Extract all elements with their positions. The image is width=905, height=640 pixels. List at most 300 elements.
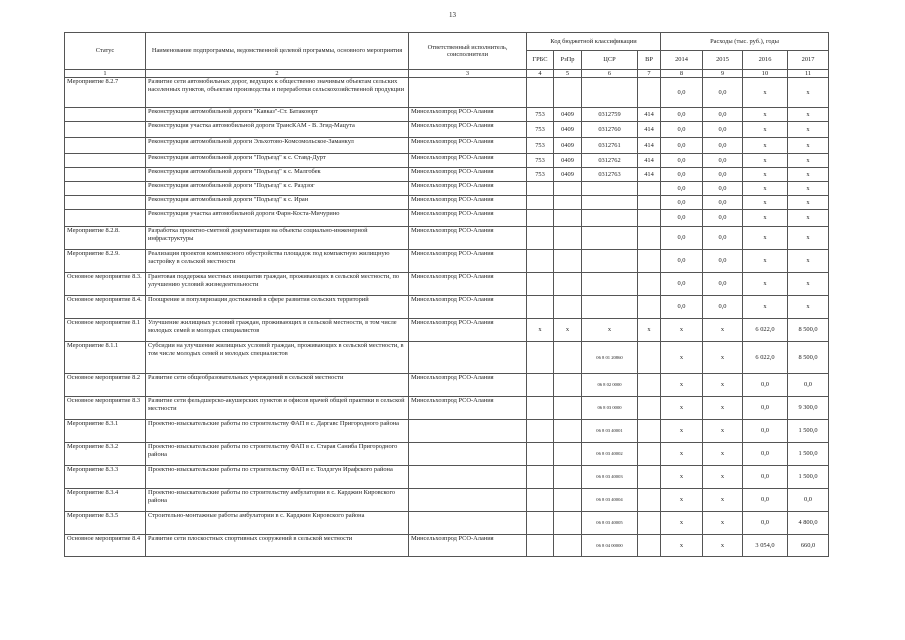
expense-2016-cell: 0,0 xyxy=(743,420,788,443)
name-cell: Реконструкция участка автомобильной дороги ТрансКАМ - В. Згид-Мацута xyxy=(146,122,409,138)
status-cell: Основное мероприятие 8.3 xyxy=(65,397,146,420)
name-cell: Строительно-монтажные работы амбулатории в с. Карджин Кировского района xyxy=(146,512,409,535)
csr-cell: 06 8 03 40002 xyxy=(582,443,638,466)
expense-2014-cell: х xyxy=(661,512,703,535)
csr-cell xyxy=(582,227,638,250)
vr-cell xyxy=(638,443,661,466)
executor-cell: Минсельхозпрод РСО-Алания xyxy=(409,535,527,557)
name-cell: Проектно-изыскательские работы по строительству амбулатории в с. Карджин Кировского района xyxy=(146,489,409,512)
csr-cell xyxy=(582,78,638,108)
executor-cell: Минсельхозпрод РСО-Алания xyxy=(409,227,527,250)
rzpr-cell xyxy=(554,489,582,512)
rzpr-cell xyxy=(554,196,582,210)
grbs-cell: 753 xyxy=(527,122,554,138)
executor-cell: Минсельхозпрод РСО-Алания xyxy=(409,374,527,397)
table-row xyxy=(65,319,829,342)
table-row xyxy=(65,182,829,196)
vr-cell xyxy=(638,196,661,210)
executor-cell xyxy=(409,342,527,374)
csr-cell: 0312761 xyxy=(582,138,638,154)
expense-2016-cell: х xyxy=(743,210,788,227)
name-cell: Субсидии на улучшение жилищных условий граждан, проживающих в сельской местности, в том числе молодых семей и молодых специалистов xyxy=(146,342,409,374)
expense-2014-cell: 0,0 xyxy=(661,138,703,154)
expense-2016-cell: х xyxy=(743,168,788,182)
executor-cell: Минсельхозпрод РСО-Алания xyxy=(409,250,527,273)
expense-2016-cell: х xyxy=(743,227,788,250)
executor-cell: Минсельхозпрод РСО-Алания xyxy=(409,319,527,342)
expense-2014-cell: 0,0 xyxy=(661,108,703,122)
expense-2017-cell: х xyxy=(788,78,829,108)
table-row xyxy=(65,535,829,557)
expense-2016-cell: х xyxy=(743,122,788,138)
expense-2014-cell: х xyxy=(661,443,703,466)
csr-cell: 06 8 02 0000 xyxy=(582,374,638,397)
expense-2014-cell: х xyxy=(661,489,703,512)
name-cell: Реализация проектов комплексного обустройства площадок под компактную жилищную застройку в сельской местности xyxy=(146,250,409,273)
rzpr-cell xyxy=(554,250,582,273)
grbs-cell xyxy=(527,250,554,273)
header-year: 2015 xyxy=(703,51,743,70)
rzpr-cell: 0409 xyxy=(554,108,582,122)
vr-cell xyxy=(638,250,661,273)
executor-cell xyxy=(409,512,527,535)
expense-2015-cell: 0,0 xyxy=(703,168,743,182)
grbs-cell xyxy=(527,78,554,108)
vr-cell xyxy=(638,182,661,196)
name-cell: Реконструкция автомобильной дороги Эльхотово-Комсомольское-Заманкул xyxy=(146,138,409,154)
csr-cell: х xyxy=(582,319,638,342)
expense-2016-cell: х xyxy=(743,196,788,210)
table-row xyxy=(65,250,829,273)
name-cell: Развитие сети фельдшерско-акушерских пунктов и офисов врачей общей практики в сельской местности xyxy=(146,397,409,420)
grbs-cell xyxy=(527,182,554,196)
expense-2017-cell: 1 500,0 xyxy=(788,420,829,443)
expense-2014-cell: 0,0 xyxy=(661,273,703,296)
rzpr-cell xyxy=(554,273,582,296)
expense-2014-cell: 0,0 xyxy=(661,122,703,138)
grbs-cell xyxy=(527,227,554,250)
csr-cell xyxy=(582,273,638,296)
status-cell xyxy=(65,108,146,122)
rzpr-cell xyxy=(554,296,582,319)
column-index: 8 xyxy=(661,70,703,78)
status-cell xyxy=(65,210,146,227)
vr-cell xyxy=(638,210,661,227)
grbs-cell xyxy=(527,397,554,420)
name-cell: Разработка проектно-сметной документации на объекты социально-инженерной инфраструктуры xyxy=(146,227,409,250)
table-row xyxy=(65,296,829,319)
status-cell: Мероприятие 8.3.2 xyxy=(65,443,146,466)
vr-cell: 414 xyxy=(638,138,661,154)
vr-cell xyxy=(638,512,661,535)
rzpr-cell xyxy=(554,466,582,489)
executor-cell: Минсельхозпрод РСО-Алания xyxy=(409,210,527,227)
expense-2016-cell: х xyxy=(743,273,788,296)
expense-2015-cell: 0,0 xyxy=(703,210,743,227)
column-index: 1 xyxy=(65,70,146,78)
rzpr-cell: 0409 xyxy=(554,122,582,138)
status-cell: Мероприятие 8.2.8. xyxy=(65,227,146,250)
executor-cell xyxy=(409,420,527,443)
status-cell xyxy=(65,196,146,210)
rzpr-cell xyxy=(554,182,582,196)
status-cell: Мероприятие 8.1.1 xyxy=(65,342,146,374)
expense-2015-cell: х xyxy=(703,535,743,557)
status-cell xyxy=(65,154,146,168)
executor-cell xyxy=(409,78,527,108)
expense-2017-cell: х xyxy=(788,182,829,196)
csr-cell xyxy=(582,210,638,227)
table-row xyxy=(65,108,829,122)
grbs-cell xyxy=(527,535,554,557)
header-executor: Ответственный исполнитель, соисполнители xyxy=(409,33,527,70)
column-index: 11 xyxy=(788,70,829,78)
grbs-cell: 753 xyxy=(527,138,554,154)
expense-2014-cell: х xyxy=(661,397,703,420)
status-cell: Мероприятие 8.3.5 xyxy=(65,512,146,535)
expense-2017-cell: х xyxy=(788,138,829,154)
page-number: 13 xyxy=(449,11,456,19)
status-cell: Мероприятие 8.2.7 xyxy=(65,78,146,108)
csr-cell: 06 8 03 40001 xyxy=(582,420,638,443)
expense-2014-cell: 0,0 xyxy=(661,78,703,108)
header-grbs: ГРБС xyxy=(527,51,554,70)
grbs-cell: 753 xyxy=(527,154,554,168)
grbs-cell xyxy=(527,512,554,535)
vr-cell xyxy=(638,397,661,420)
expense-2017-cell: 1 500,0 xyxy=(788,466,829,489)
rzpr-cell: 0409 xyxy=(554,154,582,168)
executor-cell xyxy=(409,443,527,466)
table-row xyxy=(65,227,829,250)
table-row xyxy=(65,122,829,138)
header-vr: ВР xyxy=(638,51,661,70)
vr-cell xyxy=(638,466,661,489)
expense-2017-cell: х xyxy=(788,196,829,210)
grbs-cell xyxy=(527,210,554,227)
expense-2015-cell: х xyxy=(703,466,743,489)
status-cell: Мероприятие 8.3.3 xyxy=(65,466,146,489)
header-year: 2014 xyxy=(661,51,703,70)
expense-2014-cell: 0,0 xyxy=(661,168,703,182)
grbs-cell: 753 xyxy=(527,108,554,122)
name-cell: Реконструкция автомобильной дороги "Кавказ"-Ст. Батакоюрт xyxy=(146,108,409,122)
expense-2015-cell: 0,0 xyxy=(703,154,743,168)
expense-2015-cell: 0,0 xyxy=(703,108,743,122)
expense-2016-cell: х xyxy=(743,154,788,168)
executor-cell xyxy=(409,489,527,512)
rzpr-cell xyxy=(554,374,582,397)
vr-cell: 414 xyxy=(638,168,661,182)
expense-2017-cell: х xyxy=(788,296,829,319)
status-cell: Мероприятие 8.2.9. xyxy=(65,250,146,273)
rzpr-cell xyxy=(554,397,582,420)
header-rzpr: РзПр xyxy=(554,51,582,70)
csr-cell: 0312762 xyxy=(582,154,638,168)
grbs-cell xyxy=(527,296,554,319)
expense-2017-cell: 660,0 xyxy=(788,535,829,557)
table-row xyxy=(65,154,829,168)
column-index: 4 xyxy=(527,70,554,78)
expense-2014-cell: 0,0 xyxy=(661,182,703,196)
expense-2014-cell: х xyxy=(661,466,703,489)
vr-cell: 414 xyxy=(638,122,661,138)
grbs-cell xyxy=(527,489,554,512)
csr-cell: 06 8 03 0000 xyxy=(582,397,638,420)
name-cell: Реконструкция автомобильной дороги "Подъезд" к с. Раздзог xyxy=(146,182,409,196)
status-cell xyxy=(65,122,146,138)
vr-cell: х xyxy=(638,319,661,342)
table-row xyxy=(65,273,829,296)
name-cell: Развитие сети автомобильных дорог, ведущих к общественно значимым объектам сельских населенных пунктов, объектам производства и переработки сельскохозяйственной продукции xyxy=(146,78,409,108)
expense-2015-cell: х xyxy=(703,374,743,397)
expense-2015-cell: х xyxy=(703,489,743,512)
expense-2016-cell: х xyxy=(743,250,788,273)
csr-cell: 0312759 xyxy=(582,108,638,122)
expense-2016-cell: 0,0 xyxy=(743,512,788,535)
expense-2014-cell: 0,0 xyxy=(661,154,703,168)
header-csr: ЦСР xyxy=(582,51,638,70)
rzpr-cell xyxy=(554,512,582,535)
name-cell: Развитие сети плоскостных спортивных сооружений в сельской местности xyxy=(146,535,409,557)
expense-2014-cell: 0,0 xyxy=(661,296,703,319)
header-name: Наименование подпрограммы, ведомственной целевой программы, основного мероприятия xyxy=(146,33,409,70)
name-cell: Реконструкция участка автомобильной дороги Фарн-Коста-Мичурино xyxy=(146,210,409,227)
expense-2015-cell: 0,0 xyxy=(703,182,743,196)
csr-cell xyxy=(582,250,638,273)
header-year: 2017 xyxy=(788,51,829,70)
header-budget-code: Код бюджетной классификации xyxy=(527,33,661,51)
table-body xyxy=(65,78,829,557)
csr-cell: 06 8 03 40004 xyxy=(582,489,638,512)
status-cell xyxy=(65,138,146,154)
status-cell: Мероприятие 8.3.1 xyxy=(65,420,146,443)
csr-cell: 06 8 04 00000 xyxy=(582,535,638,557)
expense-2015-cell: х xyxy=(703,342,743,374)
expense-2014-cell: 0,0 xyxy=(661,210,703,227)
expense-2017-cell: х xyxy=(788,250,829,273)
expense-2016-cell: 6 022,0 xyxy=(743,342,788,374)
table-row xyxy=(65,443,829,466)
header-year: 2016 xyxy=(743,51,788,70)
executor-cell: Минсельхозпрод РСО-Алания xyxy=(409,273,527,296)
expense-2015-cell: 0,0 xyxy=(703,122,743,138)
rzpr-cell xyxy=(554,342,582,374)
table-row xyxy=(65,138,829,154)
grbs-cell xyxy=(527,443,554,466)
rzpr-cell xyxy=(554,420,582,443)
status-cell xyxy=(65,182,146,196)
rzpr-cell: 0409 xyxy=(554,168,582,182)
csr-cell: 06 8 03 40003 xyxy=(582,466,638,489)
grbs-cell xyxy=(527,273,554,296)
expense-2014-cell: х xyxy=(661,535,703,557)
expense-2017-cell: 9 300,0 xyxy=(788,397,829,420)
expense-2015-cell: х xyxy=(703,512,743,535)
executor-cell: Минсельхозпрод РСО-Алания xyxy=(409,154,527,168)
grbs-cell: х xyxy=(527,319,554,342)
executor-cell: Минсельхозпрод РСО-Алания xyxy=(409,168,527,182)
vr-cell xyxy=(638,489,661,512)
grbs-cell xyxy=(527,420,554,443)
name-cell: Реконструкция автомобильной дороги "Подъезд" к с. Малгобек xyxy=(146,168,409,182)
executor-cell xyxy=(409,466,527,489)
table-row xyxy=(65,397,829,420)
expense-2017-cell: 8 500,0 xyxy=(788,342,829,374)
expense-2017-cell: х xyxy=(788,210,829,227)
status-cell: Основное мероприятие 8.1 xyxy=(65,319,146,342)
grbs-cell: 753 xyxy=(527,168,554,182)
expense-2017-cell: х xyxy=(788,273,829,296)
executor-cell: Минсельхозпрод РСО-Алания xyxy=(409,296,527,319)
column-index: 7 xyxy=(638,70,661,78)
executor-cell: Минсельхозпрод РСО-Алания xyxy=(409,196,527,210)
csr-cell: 06 8 03 40005 xyxy=(582,512,638,535)
expense-2017-cell: х xyxy=(788,154,829,168)
name-cell: Проектно-изыскательские работы по строительству ФАП в с. Старая Саниба Пригородного района xyxy=(146,443,409,466)
expense-2016-cell: х xyxy=(743,182,788,196)
expense-2017-cell: 0,0 xyxy=(788,489,829,512)
header-expenses: Расходы (тыс. руб.), годы xyxy=(661,33,829,51)
grbs-cell xyxy=(527,342,554,374)
expense-2017-cell: 1 500,0 xyxy=(788,443,829,466)
table-row xyxy=(65,489,829,512)
expense-2015-cell: 0,0 xyxy=(703,273,743,296)
table-row xyxy=(65,466,829,489)
column-index: 10 xyxy=(743,70,788,78)
expense-2015-cell: 0,0 xyxy=(703,196,743,210)
table-row xyxy=(65,196,829,210)
vr-cell xyxy=(638,420,661,443)
expense-2016-cell: 0,0 xyxy=(743,489,788,512)
name-cell: Проектно-изыскательские работы по строительству ФАП в с. Толдзгун Ирафского района xyxy=(146,466,409,489)
grbs-cell xyxy=(527,374,554,397)
expense-2016-cell: 6 022,0 xyxy=(743,319,788,342)
header-status: Статус xyxy=(65,33,146,70)
executor-cell: Минсельхозпрод РСО-Алания xyxy=(409,122,527,138)
status-cell: Основное мероприятие 8.3. xyxy=(65,273,146,296)
expense-2017-cell: х xyxy=(788,168,829,182)
table-row xyxy=(65,342,829,374)
table-row xyxy=(65,168,829,182)
vr-cell xyxy=(638,273,661,296)
vr-cell xyxy=(638,342,661,374)
name-cell: Улучшение жилищных условий граждан, проживающих в сельской местности, в том числе молодых семей и молодых специалистов xyxy=(146,319,409,342)
executor-cell: Минсельхозпрод РСО-Алания xyxy=(409,397,527,420)
expense-2017-cell: х xyxy=(788,108,829,122)
rzpr-cell xyxy=(554,443,582,466)
csr-cell: 06 8 01 20860 xyxy=(582,342,638,374)
expense-2014-cell: х xyxy=(661,319,703,342)
budget-table xyxy=(64,32,829,557)
expense-2015-cell: 0,0 xyxy=(703,78,743,108)
csr-cell: 0312760 xyxy=(582,122,638,138)
rzpr-cell: х xyxy=(554,319,582,342)
column-index: 9 xyxy=(703,70,743,78)
csr-cell xyxy=(582,182,638,196)
vr-cell xyxy=(638,78,661,108)
expense-2016-cell: 0,0 xyxy=(743,466,788,489)
expense-2016-cell: х xyxy=(743,78,788,108)
executor-cell: Минсельхозпрод РСО-Алания xyxy=(409,182,527,196)
expense-2015-cell: 0,0 xyxy=(703,250,743,273)
expense-2017-cell: 8 500,0 xyxy=(788,319,829,342)
table-row xyxy=(65,210,829,227)
table-row xyxy=(65,512,829,535)
expense-2015-cell: 0,0 xyxy=(703,296,743,319)
expense-2017-cell: х xyxy=(788,122,829,138)
rzpr-cell xyxy=(554,535,582,557)
csr-cell xyxy=(582,296,638,319)
expense-2014-cell: 0,0 xyxy=(661,196,703,210)
rzpr-cell xyxy=(554,210,582,227)
executor-cell: Минсельхозпрод РСО-Алания xyxy=(409,138,527,154)
rzpr-cell xyxy=(554,78,582,108)
expense-2015-cell: х xyxy=(703,397,743,420)
column-index: 5 xyxy=(554,70,582,78)
grbs-cell xyxy=(527,466,554,489)
vr-cell: 414 xyxy=(638,108,661,122)
expense-2017-cell: х xyxy=(788,227,829,250)
expense-2014-cell: х xyxy=(661,374,703,397)
vr-cell xyxy=(638,227,661,250)
expense-2015-cell: х xyxy=(703,443,743,466)
expense-2015-cell: 0,0 xyxy=(703,227,743,250)
name-cell: Проектно-изыскательские работы по строительству ФАП в с. Даргавс Пригородного района xyxy=(146,420,409,443)
expense-2016-cell: 3 054,0 xyxy=(743,535,788,557)
rzpr-cell xyxy=(554,227,582,250)
vr-cell xyxy=(638,296,661,319)
status-cell: Мероприятие 8.3.4 xyxy=(65,489,146,512)
expense-2015-cell: 0,0 xyxy=(703,138,743,154)
name-cell: Реконструкция автомобильной дороги "Подъезд" к с. Иран xyxy=(146,196,409,210)
expense-2015-cell: х xyxy=(703,420,743,443)
expense-2014-cell: х xyxy=(661,342,703,374)
table-row xyxy=(65,374,829,397)
column-index: 2 xyxy=(146,70,409,78)
expense-2016-cell: х xyxy=(743,296,788,319)
expense-2014-cell: 0,0 xyxy=(661,227,703,250)
name-cell: Поощрение и популяризация достижений в сфере развития сельских территорий xyxy=(146,296,409,319)
status-cell xyxy=(65,168,146,182)
vr-cell xyxy=(638,374,661,397)
status-cell: Основное мероприятие 8.4. xyxy=(65,296,146,319)
expense-2017-cell: 0,0 xyxy=(788,374,829,397)
expense-2016-cell: х xyxy=(743,138,788,154)
expense-2015-cell: х xyxy=(703,319,743,342)
rzpr-cell: 0409 xyxy=(554,138,582,154)
status-cell: Основное мероприятие 8.2 xyxy=(65,374,146,397)
column-index: 6 xyxy=(582,70,638,78)
expense-2016-cell: 0,0 xyxy=(743,374,788,397)
csr-cell xyxy=(582,196,638,210)
expense-2016-cell: 0,0 xyxy=(743,443,788,466)
expense-2014-cell: х xyxy=(661,420,703,443)
status-cell: Основное мероприятие 8.4 xyxy=(65,535,146,557)
executor-cell: Минсельхозпрод РСО-Алания xyxy=(409,108,527,122)
vr-cell xyxy=(638,535,661,557)
vr-cell: 414 xyxy=(638,154,661,168)
expense-2017-cell: 4 800,0 xyxy=(788,512,829,535)
name-cell: Развитие сети общеобразовательных учреждений в сельской местности xyxy=(146,374,409,397)
expense-2014-cell: 0,0 xyxy=(661,250,703,273)
expense-2016-cell: 0,0 xyxy=(743,397,788,420)
column-index: 3 xyxy=(409,70,527,78)
table-row xyxy=(65,78,829,108)
csr-cell: 0312763 xyxy=(582,168,638,182)
expense-2016-cell: х xyxy=(743,108,788,122)
name-cell: Реконструкция автомобильной дороги "Подъезд" к с. Ставд-Дурт xyxy=(146,154,409,168)
